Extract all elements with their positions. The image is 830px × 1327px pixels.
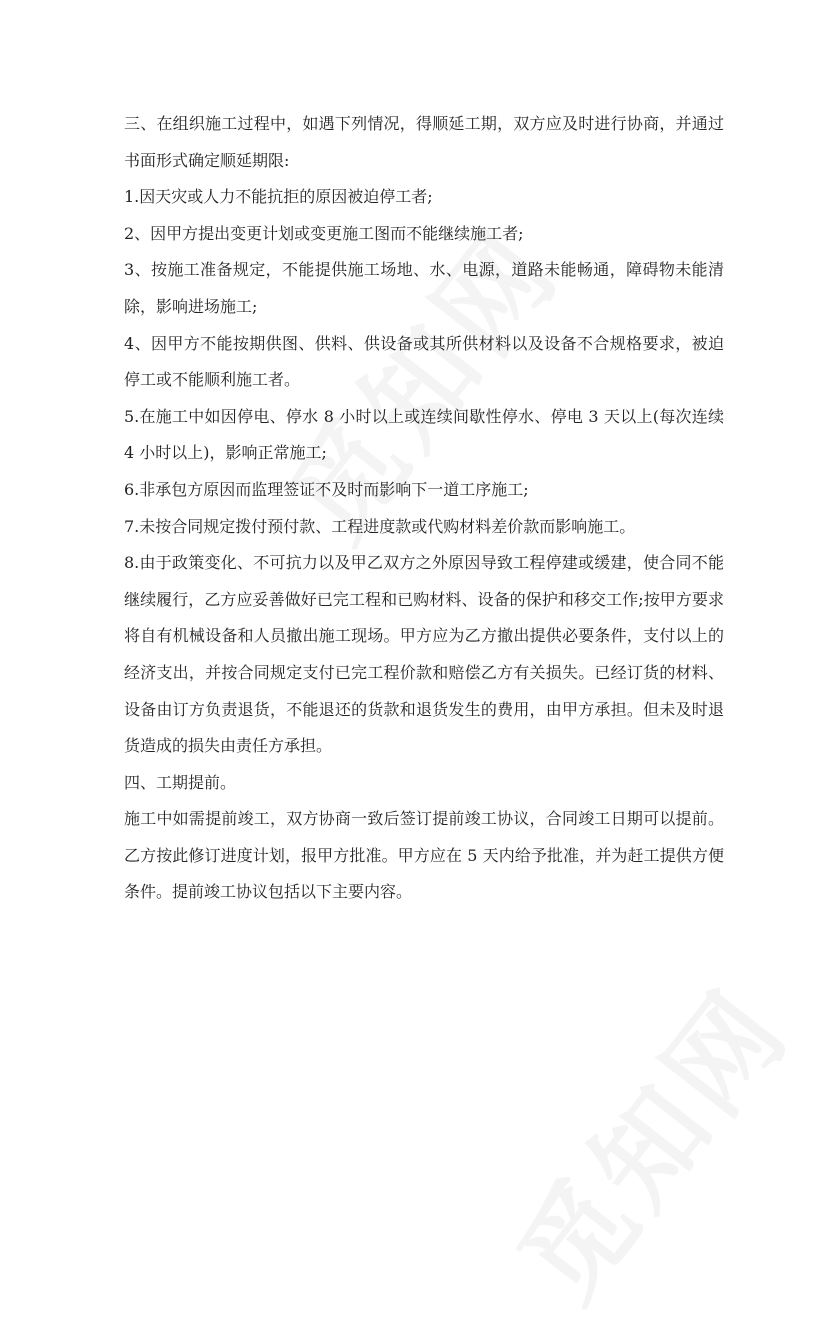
paragraph-item-6: 6.非承包方原因而监理签证不及时而影响下一道工序施工; <box>124 479 529 499</box>
paragraph-item-4: 4、因甲方不能按期供图、供料、供设备或其所供材料以及设备不合规格要求，被迫停工或不能顺利施工者。 <box>124 333 724 390</box>
paragraph-section-four-body: 施工中如需提前竣工，双方协商一致后签订提前竣工协议，合同竣工日期可以提前。乙方按此修订进度计划，报甲方批准。甲方应在 5 天内给予批准，并为赶工提供方便条件。提前竣工协议包括以下主要内容。 <box>124 809 724 902</box>
paragraph-item-2: 2、因甲方提出变更计划或变更施工图而不能继续施工者; <box>124 223 524 243</box>
paragraph-item-3: 3、按施工准备规定，不能提供施工场地、水、电源，道路未能畅通，障碍物未能清除，影响进场施工; <box>124 260 724 316</box>
paragraph-section-four-heading: 四、工期提前。 <box>124 772 237 792</box>
paragraph-item-8: 8.由于政策变化、不可抗力以及甲乙双方之外原因导致工程停建或缓建，使合同不能继续履行，乙方应妥善做好已完工程和已购材料、设备的保护和移交工作;按甲方要求将自有机械设备和人员撤出施工现场。甲方应为乙方撤出提供必要条件，支付以上的经济支出，并按合同规定支付已完工程价款和赔偿乙方有关损失。已经订货的材料、设备由订方负责退货，不能退还的货款和退货发生的费用，由甲方承担。但未及时退货造成的损失由责任方承担。 <box>124 553 724 756</box>
paragraph-item-7: 7.未按合同规定拨付预付款、工程进度款或代购材料差价款而影响施工。 <box>124 516 636 536</box>
watermark-bottom <box>476 951 818 1327</box>
paragraph-item-5: 5.在施工中如因停电、停水 8 小时以上或连续间歇性停水、停电 3 天以上(每次连续 4 小时以上)，影响正常施工; <box>124 406 724 463</box>
paragraph-item-1: 1.因天灾或人力不能抗拒的原因被迫停工者; <box>124 187 433 207</box>
document-body <box>124 106 724 911</box>
paragraph-section-three-intro: 三、在组织施工过程中，如遇下列情况，得顺延工期，双方应及时进行协商，并通过书面形式确定顺延期限: <box>124 114 724 170</box>
